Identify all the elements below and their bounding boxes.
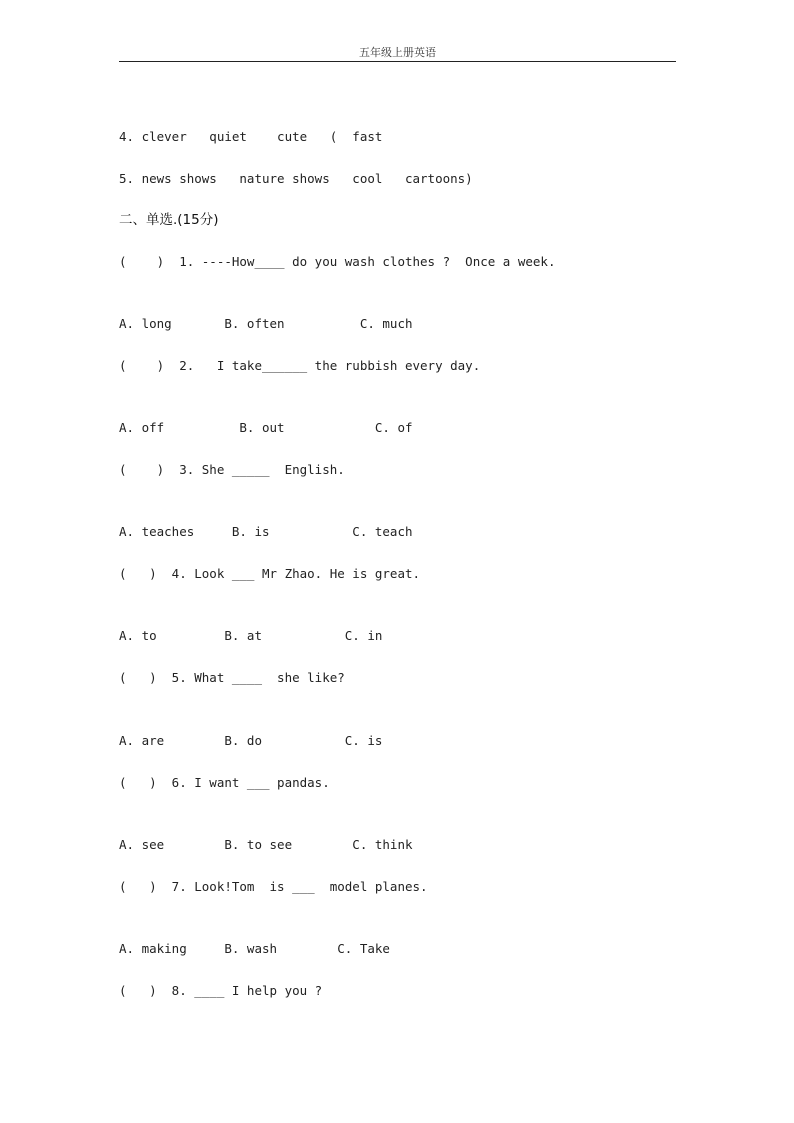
- question-8-stem: ( ) 8. ____ I help you ?: [119, 983, 323, 998]
- question-2-stem: ( ) 2. I take______ the rubbish every day.: [119, 358, 481, 373]
- section-two-title: 二、单选.(15分): [119, 212, 219, 228]
- question-1-options: A. long B. often C. much: [119, 316, 413, 331]
- question-1-stem: ( ) 1. ----How____ do you wash clothes ? Once a week.: [119, 254, 556, 269]
- question-7-stem: ( ) 7. Look!Tom is ___ model planes.: [119, 879, 428, 894]
- question-7-options: A. making B. wash C. Take: [119, 941, 390, 956]
- part-one-item-5: 5. news shows nature shows cool cartoons): [119, 171, 473, 186]
- question-3-stem: ( ) 3. She _____ English.: [119, 462, 345, 477]
- question-3-options: A. teaches B. is C. teach: [119, 524, 413, 539]
- question-6-stem: ( ) 6. I want ___ pandas.: [119, 775, 330, 790]
- question-5-stem: ( ) 5. What ____ she like?: [119, 670, 345, 685]
- part-one-item-4: 4. clever quiet cute ( fast: [119, 129, 383, 144]
- question-5-options: A. are B. do C. is: [119, 733, 383, 748]
- page-header: 五年级上册英语: [119, 44, 676, 62]
- question-4-options: A. to B. at C. in: [119, 628, 383, 643]
- question-4-stem: ( ) 4. Look ___ Mr Zhao. He is great.: [119, 566, 421, 581]
- question-6-options: A. see B. to see C. think: [119, 837, 413, 852]
- question-2-options: A. off B. out C. of: [119, 420, 413, 435]
